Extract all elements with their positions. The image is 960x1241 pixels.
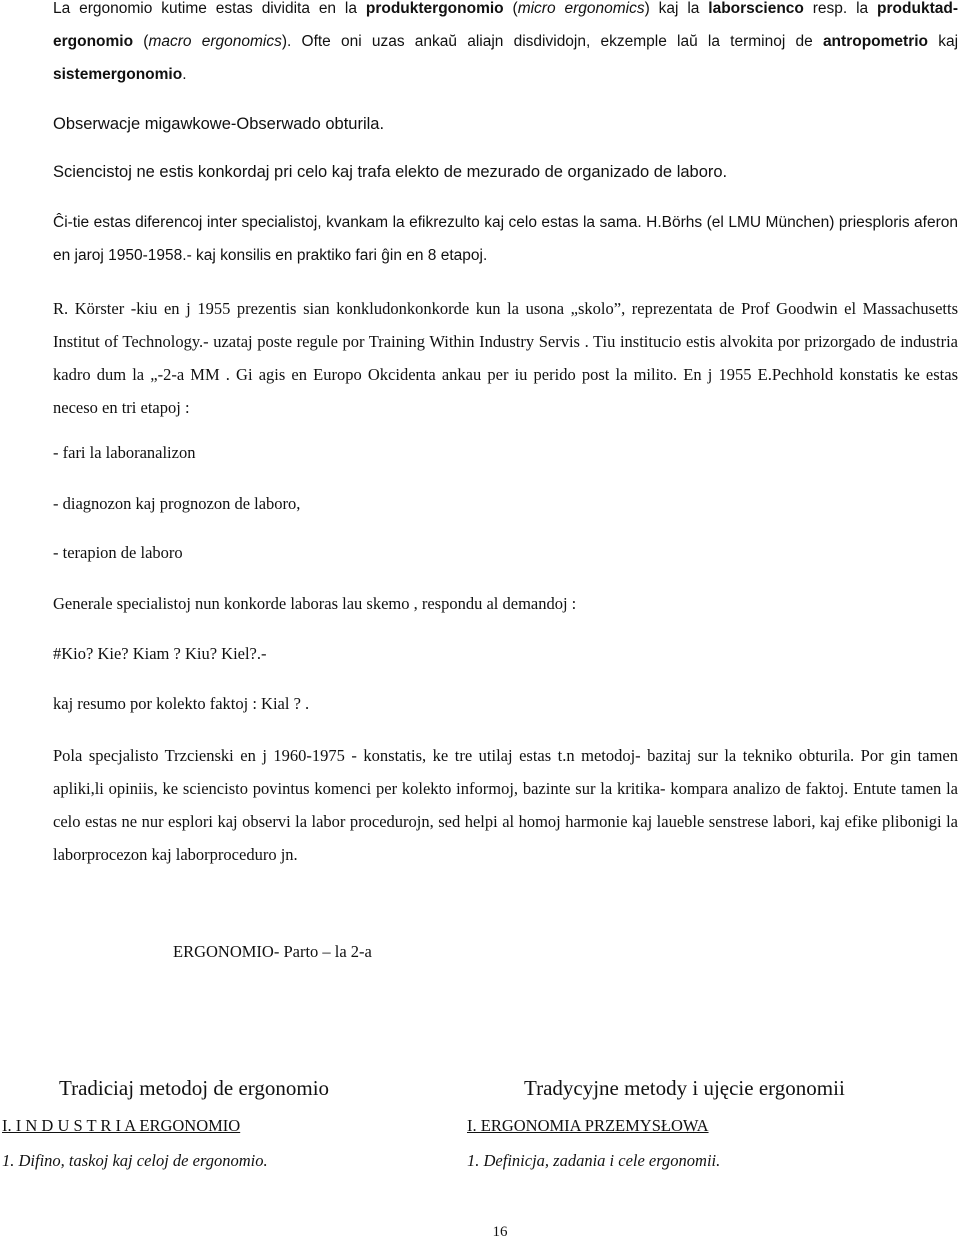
intro-text: ). Ofte oni uzas ankaŭ aliajn disdividojn, ekzemple laŭ la terminoj de: [281, 33, 823, 50]
left-item: 1. Difino, taskoj kaj celoj de ergonomio.: [2, 1151, 268, 1170]
term-laborscienco: laborscienco: [708, 0, 804, 17]
right-section-title: I. ERGONOMIA PRZEMYSŁOWA: [467, 1116, 709, 1135]
korster-paragraph: R. Körster -kiu en j 1955 prezentis sian konkludonkonkorde kun la usona „skolo”, reprezentata de Prof Goodwin el Massachusetts Institut of Technology.- uzataj poste regule por Training Within Industry Servis . Tiu institucio estis alvokita por prizorgado de industria kadro dum la „-2-a MM . Gi agis en Europo Okcidenta ankau per iu perido post la milito. En j 1955 E.Pechhold konstatis ke estas neceso en tri etapoj :: [53, 299, 958, 417]
sciencistoj-line: Sciencistoj ne estis konkordaj pri celo kaj trafa elekto de mezurado de organizado de laboro.: [53, 163, 728, 181]
page-number: 16: [492, 1224, 508, 1240]
cxi-tie-paragraph: Ĉi-tie estas diferencoj inter specialistoj, kvankam la efikrezulto kaj celo estas la sama. H.Börhs (el LMU München) priesploris aferon en jaroj 1950-1958.- kaj konsilis en praktiko fari ĝin en 8 etapoj.: [53, 214, 958, 264]
obserwacje-line: Obserwacje migawkowe-Obserwado obturila.: [53, 115, 385, 133]
left-section-title: I. I N D U S T R I A ERGONOMIO: [2, 1116, 241, 1135]
pola-paragraph: Pola specjalisto Trzcienski en j 1960-1975 - konstatis, ke tre utilaj estas t.n metodoj- bazitaj sur la tekniko obturila. Por gin tamen apliki,li opiniis, ke sciencisto povintus komenci per kolekto informoj, bazinte sur la kritika- kompara analizo de faktoj. Entute tamen la celo estas ne nur esplori kaj observi la labor procedurojn, sed helpi al homoj harmonie kaj laueble senstrese labori, kaj efike plibonigi la laborprocezon kaj laborproceduro jn.: [53, 746, 958, 864]
list-item-2: - diagnozon kaj prognozon de laboro,: [53, 494, 301, 513]
intro-text: (: [133, 33, 149, 50]
intro-text: ) kaj la: [644, 0, 709, 17]
intro-text: (: [503, 0, 518, 17]
list-item-3: - terapion de laboro: [53, 543, 183, 562]
intro-text: kaj: [928, 33, 959, 50]
generale-line: Generale specialistoj nun konkorde laboras lau skemo , respondu al demandoj :: [53, 594, 577, 613]
intro-text: .: [182, 66, 187, 83]
term-macro-ergonomics: macro ergonomics: [148, 33, 282, 50]
term-produktad-ergonomio: produktad-ergonomio: [53, 0, 958, 50]
resumo-line: kaj resumo por kolekto faktoj : Kial ? .: [53, 694, 310, 713]
list-item-1: - fari la laboranalizon: [53, 443, 196, 462]
intro-text: resp. la: [803, 0, 878, 17]
left-heading: Tradiciaj metodoj de ergonomio: [59, 1076, 330, 1100]
part-title: ERGONOMIO- Parto – la 2-a: [173, 942, 372, 961]
questions-line: #Kio? Kie? Kiam ? Kiu? Kiel?.-: [53, 644, 267, 663]
right-item: 1. Definicja, zadania i cele ergonomii.: [467, 1151, 721, 1170]
term-sistemergonomio: sistemergonomio: [53, 66, 183, 83]
right-heading: Tradycyjne metody i ujęcie ergonomii: [524, 1076, 845, 1100]
term-produktergonomio: produktergonomio: [365, 0, 504, 17]
term-antropometrio: antropometrio: [822, 33, 928, 50]
term-micro-ergonomics: micro ergonomics: [517, 0, 645, 17]
intro-paragraph: [53, 0, 958, 91]
intro-text: La ergonomio kutime estas dividita en la: [53, 0, 366, 17]
